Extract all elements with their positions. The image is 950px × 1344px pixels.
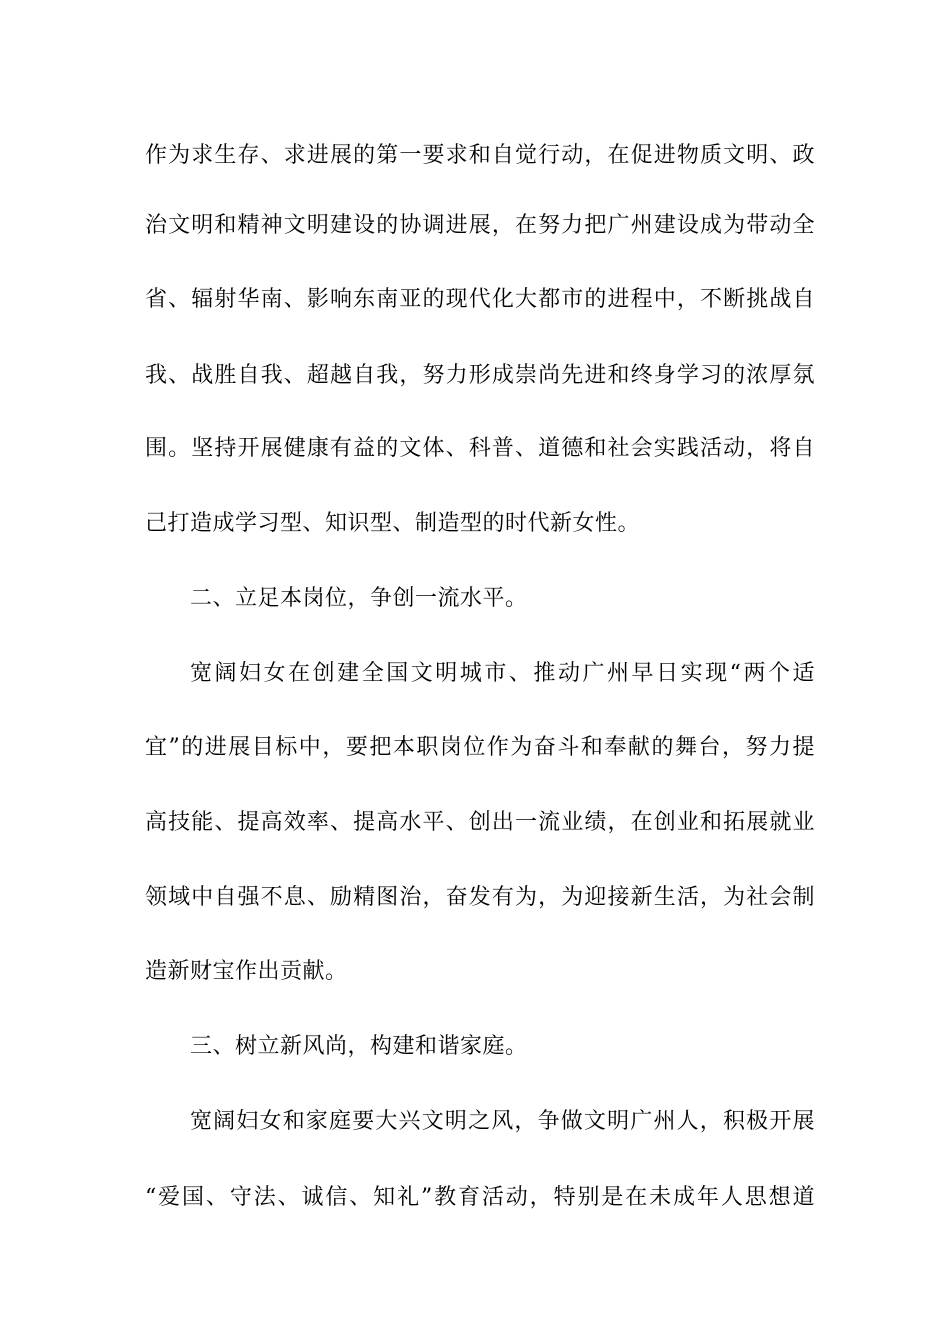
section-heading: 二、立足本岗位，争创一流水平。	[190, 586, 528, 611]
text-line: 省、辐射华南、影响东南亚的现代化大都市的进程中，不断挑战自	[145, 287, 815, 312]
text-line: 领域中自强不息、励精图治，奋发有为，为迎接新生活，为社会制	[145, 885, 815, 910]
text-line: “爱国、守法、诚信、知礼”教育活动，特别是在未成年人思想道	[145, 1185, 815, 1210]
text-line: 高技能、提高效率、提高水平、创出一流业绩，在创业和拓展就业	[145, 810, 815, 835]
section-heading: 三、树立新风尚，构建和谐家庭。	[190, 1034, 528, 1059]
text-line: 宽阔妇女和家庭要大兴文明之风，争做文明广州人，积极开展	[190, 1109, 815, 1134]
text-line: 我、战胜自我、超越自我，努力形成崇尚先进和终身学习的浓厚氛	[145, 363, 815, 388]
text-line: 己打造成学习型、知识型、制造型的时代新女性。	[145, 511, 641, 536]
text-line: 宽阔妇女在创建全国文明城市、推动广州早日实现“两个适	[190, 661, 815, 686]
text-line: 作为求生存、求进展的第一要求和自觉行动，在促进物质文明、政	[145, 143, 815, 168]
text-line: 围。坚持开展健康有益的文体、科普、道德和社会实践活动，将自	[145, 436, 815, 461]
text-line: 宜”的进展目标中，要把本职岗位作为奋斗和奉献的舞台，努力提	[145, 735, 815, 760]
text-line: 造新财宝作出贡献。	[145, 959, 348, 984]
text-line: 治文明和精神文明建设的协调进展，在努力把广州建设成为带动全	[145, 213, 815, 238]
